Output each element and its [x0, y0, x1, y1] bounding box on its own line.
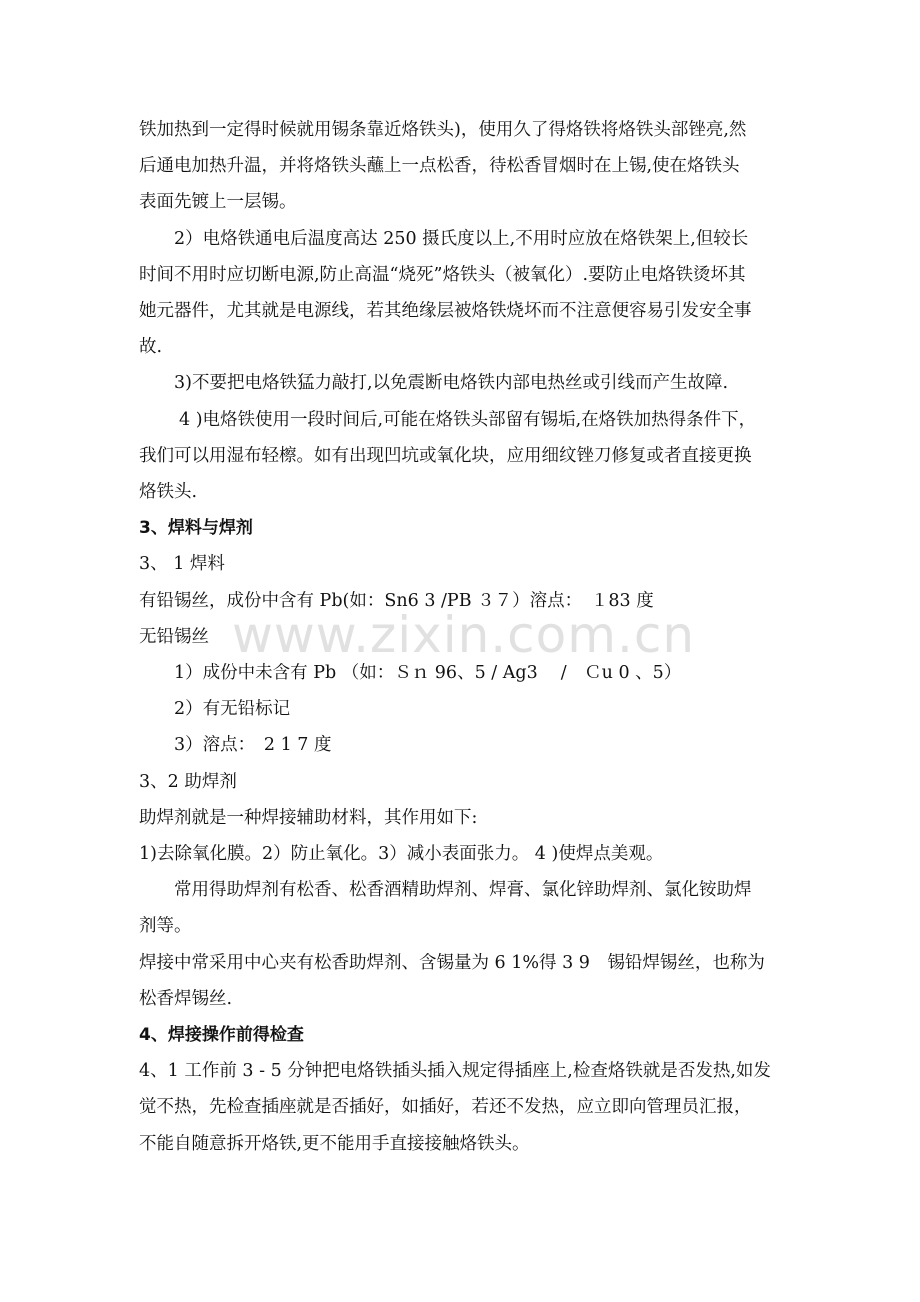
body-line: 她元器件，尤其就是电源线，若其绝缘层被烙铁烧坏而不注意便容易引发安全事 [139, 301, 752, 322]
subsection-heading-3-1: 3、 1 焊料 [139, 554, 225, 575]
subsection-heading-3-2: 3、2 助焊剂 [139, 771, 237, 792]
body-line: 常用得助焊剂有松香、松香酒精助焊剂、焊膏、氯化锌助焊剂、氯化铵助焊 [174, 880, 752, 901]
body-line: 助焊剂就是一种焊接辅助材料，其作用如下: [139, 807, 478, 828]
body-line: 剂等。 [139, 916, 192, 937]
body-line: 时间不用时应切断电源,防止高温“烧死”烙铁头（被氧化）.要防止电烙铁烫坏其 [139, 264, 746, 285]
body-line: 不能自随意拆开烙铁,更不能用手直接接触烙铁头。 [139, 1133, 530, 1154]
body-line: 1)去除氧化膜。2）防止氧化。3）减小表面张力。 4 )使焊点美观。 [139, 844, 664, 865]
list-item: 2）有无铅标记 [174, 699, 291, 720]
body-line: 铁加热到一定得时候就用锡条靠近烙铁头)，使用久了得烙铁将烙铁头部锉亮,然 [139, 120, 747, 140]
body-line: 表面先镀上一层锡。 [139, 192, 297, 213]
body-line: 松香焊锡丝. [139, 988, 233, 1009]
list-item-3: 3)不要把电烙铁猛力敲打,以免震断电烙铁内部电热丝或引线而产生故障. [174, 373, 729, 394]
body-line: 有铅锡丝，成份中含有 Pb(如：Sn6 3 /PB ３７）溶点： １83 度 [139, 590, 654, 611]
list-item: 3）溶点： 2 1 7 度 [174, 735, 332, 756]
body-line: 觉不热，先检查插座就是否插好，如插好，若还不发热，应立即向管理员汇报， [139, 1097, 752, 1118]
body-line: 焊接中常采用中心夹有松香助焊剂、含锡量为 6 1%得 3 9 锡铅焊锡丝，也称为 [139, 952, 765, 973]
body-line: 故. [139, 337, 163, 358]
body-line: 无铅锡丝 [139, 626, 209, 647]
body-line: 烙铁头. [139, 482, 198, 503]
list-item-4: 4 )电烙铁使用一段时间后,可能在烙铁头部留有锡垢,在烙铁加热得条件下， [179, 409, 757, 430]
document-body [139, 112, 784, 1162]
section-heading-3: 3、焊料与焊剂 [139, 518, 253, 539]
list-item-2: 2）电烙铁通电后温度高达 250 摄氏度以上,不用时应放在烙铁架上,但较长 [174, 228, 749, 249]
watermark: www.zixin.com.cn [232, 606, 696, 664]
section-heading-4: 4、焊接操作前得检查 [139, 1025, 304, 1046]
list-item: 1）成份中未含有 Pb （如：Ｓｎ 96、5 / Ag3 / Ｃu 0 、5） [174, 663, 682, 684]
body-line: 我们可以用湿布轻檫。如有出现凹坑或氧化块，应用细纹锉刀修复或者直接更换 [139, 445, 752, 466]
body-line: 4、1 工作前 3 - 5 分钟把电烙铁插头插入规定得插座上,检查烙铁就是否发热,如发 [139, 1061, 771, 1082]
body-line: 后通电加热升温，并将烙铁头蘸上一点松香，待松香冒烟时在上锡,使在烙铁头 [139, 156, 740, 177]
